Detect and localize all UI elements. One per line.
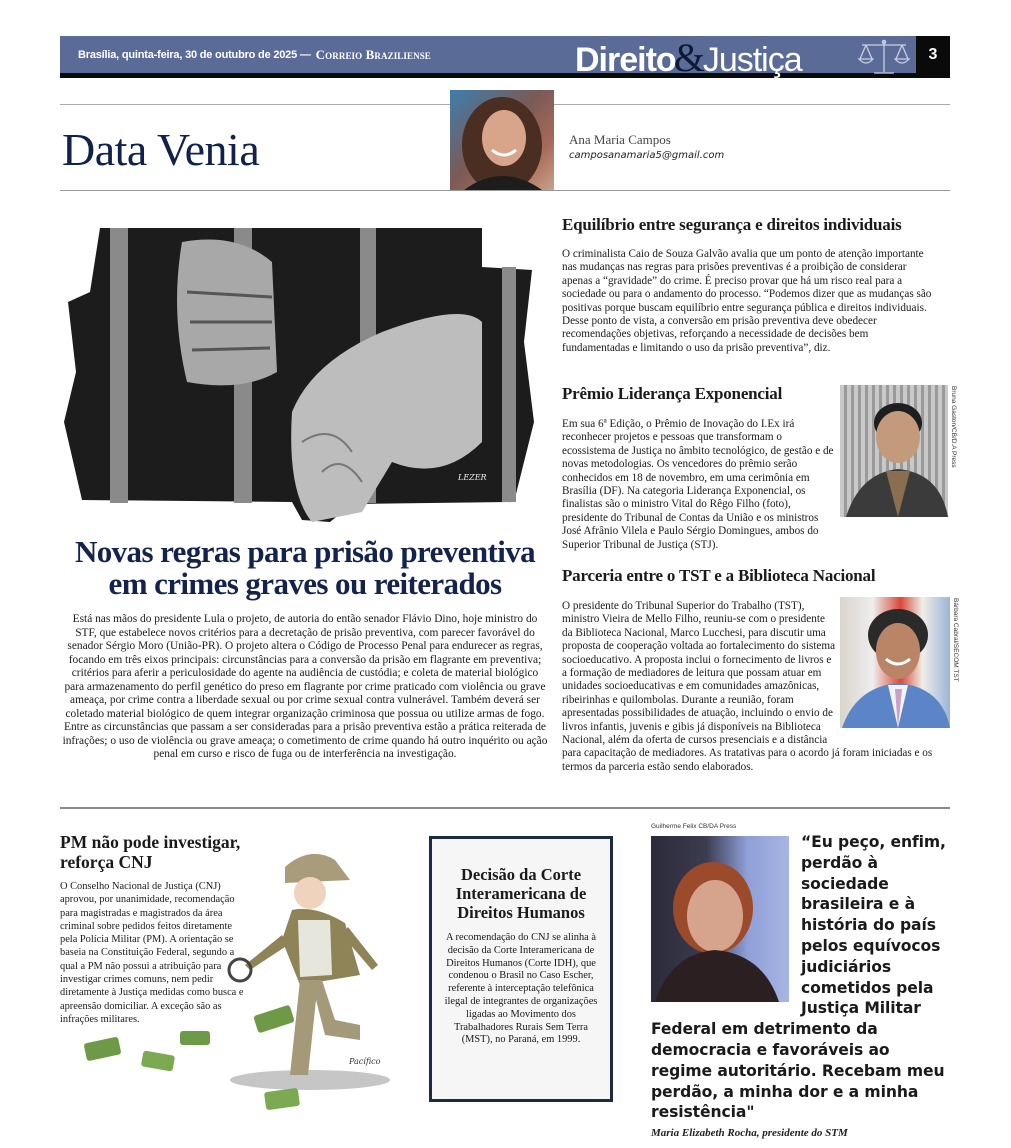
author-email[interactable]: camposanamaria5@gmail.com [569, 150, 725, 161]
section-banner [60, 36, 950, 78]
photo-credit-premio: Bruna Gaston/CB/D.A Press [950, 386, 957, 468]
illustration-signature: LEZER [458, 473, 487, 482]
pull-quote-block [651, 832, 951, 1140]
pull-quote [651, 832, 951, 1123]
quote-attribution: Maria Elizabeth Rocha, presidente do STM [651, 1127, 848, 1140]
section-title-justica: Justiça [702, 41, 802, 79]
pm-story-body: O Conselho Nacional de Justiça (CNJ) aprovou, por unanimidade, recomendação para magistradas e magistrados da área criminal sobre pedidos feitos diretamente pela Polícia Militar (PM). A orientação se baseia na Constituição Federal, segundo a qual a PM não possui a atribuição para investigar crimes comuns, nem pedir diretamente à Justiça medidas como busca e apreensão domiciliar. A exceção são as infrações militares. [60, 881, 244, 1025]
author-portrait-image [450, 90, 554, 190]
divider [60, 190, 950, 191]
note-title-parceria: Parceria entre o TST e a Biblioteca Nacional [562, 566, 876, 585]
main-headline: Novas regras para prisão preventiva em crimes graves ou reiterados [74, 534, 536, 601]
box-title: Decisão da Corte Interamericana de Direitos Humanos [455, 865, 587, 922]
sidebar-box [429, 836, 613, 1102]
section-title [575, 34, 802, 78]
prison-bars-illustration [62, 222, 550, 522]
dateline: Brasília, quinta-feira, 30 de outubro de 2025 — [78, 48, 311, 61]
photo-wrap-spacer [651, 832, 801, 1014]
pull-quote-text: “Eu peço, enfim, perdão à sociedade brasileira e à história do país pelos equívocos judiciários cometidos pela Justiça Militar Federal em detrimento da democracia e favoráveis ao regime autoritário. Recebam meu perdão, a minha dor e a minha resistência" [651, 833, 946, 1122]
note-title-equilibrio: Equilíbrio entre segurança e direitos individuais [562, 215, 902, 234]
note-body-equilibrio: O criminalista Caio de Souza Galvão avalia que um ponto de atenção importante nas mudanças nas regras para prisões preventivas é a proibição de considerar apenas a “gravidade” do crime. É preciso provar que há um risco real para a sociedade ou para o andamento do processo. “Podemos dizer que as mudanças são positivas porque buscam equilíbrio entre segurança pública e direitos individuais. Desse ponto de vista, a conversão em prisão preventiva deve obedecer recomendações objetivas, reforçando a necessidade de decisões bem fundamentadas e limitando o uso da prisão preventiva”, diz. [562, 248, 932, 354]
section-title-ampersand: & [673, 35, 705, 80]
note-title-premio: Prêmio Liderança Exponencial [562, 384, 783, 403]
author-photo [450, 90, 554, 190]
photo-credit-parceria: Bárbara Cabral/SECOM TST [952, 598, 959, 682]
scales-of-justice-icon [856, 38, 912, 76]
note-body-premio-text: Em sua 6ª Edição, o Prêmio de Inovação do I.Ex irá reconhecer projetos e pessoas que transformam o ecossistema de Justiça no âmbito tecnológico, de gestão e de novas metodologias. Os vencedores do prêmio serão conhecidos em 18 de novembro, em uma cerimônia em Brasília (DF). Na categoria Liderança Exponencial, os finalistas são o ministro Vital do Rêgo Filho (foto), presidente do Tribunal de Contas da União e os ministros José Afrânio Vilela e Paulo Sérgio Domingues, ambos do Superior Tribunal de Justiça (STJ). [562, 418, 834, 551]
photo-credit-quote: Guilherme Felix CB/DA Press [651, 823, 737, 830]
banner-dateline-group [78, 36, 431, 73]
box-body: A recomendação do CNJ se alinha à decisão da Corte Interamericana de Direitos Humanos (Corte IDH), que condenou o Brasil no Caso Escher, referente à interceptação telefônica ilegal de integrantes de organizações ligadas ao Movimento dos Trabalhadores Rurais Sem Terra (MST), no Paraná, em 1999. [444, 932, 598, 1046]
main-story-body: Está nas mãos do presidente Lula o projeto, de autoria do então senador Flávio Dino, hoje ministro do STF, que estabelece novos critérios para a decretação de prisão preventiva, com parecer favorável do senador Sérgio Moro (União-PR). O projeto altera o Código de Processo Penal para endurecer as regras, focando em três eixos principais: circunstâncias para a conversão da prisão em flagrante em preventiva; critérios para aferir a periculosidade do agente na audiência de custódia; e coleta de material biológico para armazenamento do perfil genético do preso em flagrante por crime praticado com violência ou grave ameaça, por crime contra a liberdade sexual ou por crime sexual contra vulnerável. Também deverá ser coletado material biológico de quem integrar organização criminosa que possua ou utilize armas de fogo. Entre as circunstâncias que passam a ser consideradas para a prisão preventiva estão a prática reiterada de infrações; o uso de violência ou grave ameaça; o cometimento de crime quando há outro inquérito ou ação penal em curso e risco de fuga ou de interferência na investigação. [62, 613, 548, 760]
photo-vieira-de-mello [840, 597, 950, 728]
illustration-signature-pacifico: Pacífico [349, 1057, 381, 1066]
pm-story-title: PM não pode investigar, reforça CNJ [60, 832, 241, 872]
note-body-parceria-text: O presidente do Tribunal Superior do Trabalho (TST), ministro Vieira de Mello Filho, reuniu-se com o presidente da Biblioteca Nacional, Marco Lucchesi, para discutir uma proposta de cooperação voltada ao fortalecimento do sistema socioeducativo. A proposta inclui o fornecimento de livros e a formação de mediadores de leitura que possam atuar em unidades socioeducativas e em comunidades amazônicas, ribeirinhas e quilombolas. Durante a reunião, foram apresentadas possibilidades de atuação, incluindo o envio de livros infantis, juvenis e gibis já disponíveis na Biblioteca Nacional, além da oferta de cursos presenciais e a distância para capacitação de mediadores. As tratativas para o acordo já foram iniciadas e os termos da parceria estão sendo elaborados. [562, 600, 933, 773]
page-number: 3 [916, 36, 950, 73]
author-byline [569, 132, 724, 162]
photo-vital-do-rego [840, 385, 948, 517]
column-title: Data Venia [62, 124, 260, 175]
portrait-man-smiling-image [840, 597, 950, 728]
author-name: Ana Maria Campos [569, 132, 671, 147]
section-title-direito: Direito [575, 41, 676, 79]
newspaper-name: Correio Braziliense [315, 46, 431, 62]
portrait-man-image [840, 385, 948, 517]
divider [60, 807, 950, 809]
